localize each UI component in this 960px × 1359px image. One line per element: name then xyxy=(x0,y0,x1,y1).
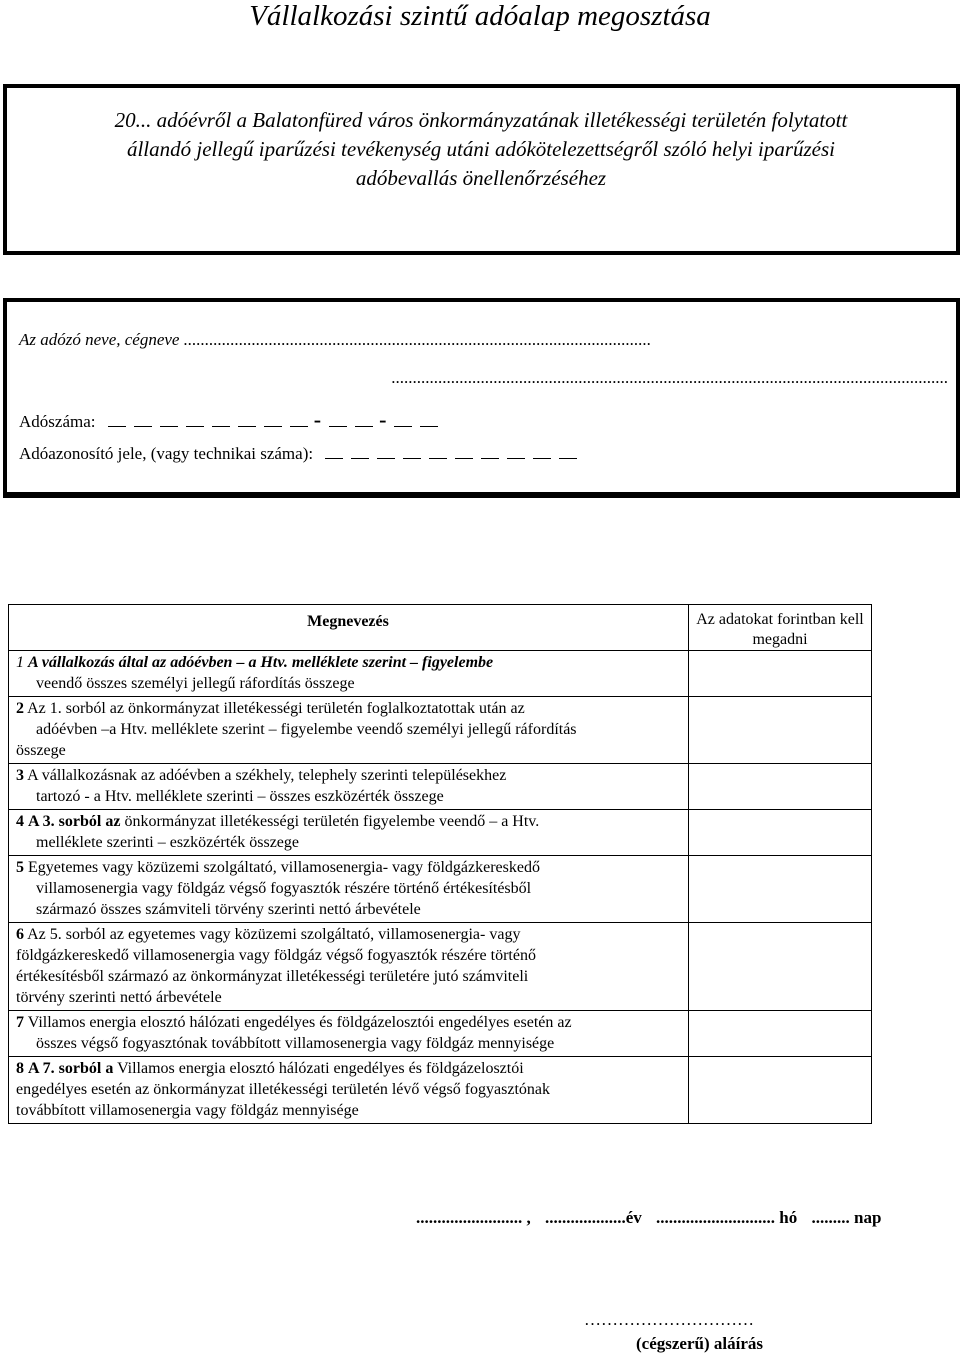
separator-dash: - xyxy=(379,407,387,432)
table-row xyxy=(9,923,872,1011)
table-row xyxy=(9,697,872,764)
row-value-input[interactable] xyxy=(689,856,872,923)
page-title: Vállalkozási szintű adóalap megosztása xyxy=(249,0,711,32)
row-description: 1 A vállalkozás által az adóévben – a Htv. melléklete szerint – figyelembe veendő összes személyi jellegű ráfordítás összege xyxy=(9,651,689,697)
tax-id-label: Adóazonosító jele, (vagy technikai száma): xyxy=(19,444,314,463)
row-value-input[interactable] xyxy=(689,810,872,856)
date-line xyxy=(416,1208,891,1228)
digit-blank[interactable] xyxy=(394,414,412,427)
date-day-field[interactable]: ......... nap xyxy=(811,1208,882,1227)
digit-blank[interactable] xyxy=(351,446,369,459)
tax-id-field[interactable] xyxy=(19,444,577,464)
tax-number-field[interactable] xyxy=(19,407,438,433)
date-year-field[interactable]: ...................év xyxy=(545,1208,642,1227)
header-line-2: állandó jellegű iparűzési tevékenység utáni adókötelezettségről szóló helyi iparűzési xyxy=(126,137,836,161)
row-description: 2 Az 1. sorból az önkormányzat illetékességi területén foglalkoztatottak után az adóévben –a Htv. melléklete szerint – figyelembe veendő személyi jellegű ráfordítás összege xyxy=(9,697,689,764)
row-description: 4 A 3. sorból az önkormányzat illetékességi területén figyelembe veendő – a Htv. melléklete szerinti – eszközérték összege xyxy=(9,810,689,856)
digit-blank[interactable] xyxy=(533,446,551,459)
header-line-3: adóbevallás önellenőrzéséhez xyxy=(355,166,607,190)
digit-blank[interactable] xyxy=(238,414,256,427)
header-box-text xyxy=(11,106,951,193)
signature-label: (cégszerű) aláírás xyxy=(636,1334,763,1353)
tax-base-table xyxy=(8,604,872,1124)
digit-blank[interactable] xyxy=(403,446,421,459)
row-value-input[interactable] xyxy=(689,697,872,764)
row-value-input[interactable] xyxy=(689,764,872,810)
table-row xyxy=(9,764,872,810)
tax-number-label: Adószáma: xyxy=(19,412,96,431)
digit-blank[interactable] xyxy=(108,414,126,427)
row-description: 8 A 7. sorból a Villamos energia elosztó hálózati engedélyes és földgázelosztói engedélyes esetén az önkormányzat illetékességi területén lévő végső fogyasztónak továbbított villamosenergia vagy földgáz mennyisége xyxy=(9,1057,689,1124)
digit-blank[interactable] xyxy=(455,446,473,459)
digit-blank[interactable] xyxy=(429,446,447,459)
row-value-input[interactable] xyxy=(689,651,872,697)
digit-blank[interactable] xyxy=(481,446,499,459)
date-month-field[interactable]: ............................ hó xyxy=(656,1208,798,1227)
taxpayer-name-continuation[interactable]: ................................................................................................................................... xyxy=(391,368,948,387)
digit-blank[interactable] xyxy=(134,414,152,427)
digit-blank[interactable] xyxy=(212,414,230,427)
taxpayer-name-field[interactable]: Az adózó neve, cégneve .............................................................................................................. xyxy=(19,330,652,349)
digit-blank[interactable] xyxy=(420,414,438,427)
signature-line[interactable]: ………………………… xyxy=(584,1310,754,1329)
column-header-value: Az adatokat forintban kell megadni xyxy=(689,605,872,651)
digit-blank[interactable] xyxy=(355,414,373,427)
row-description: 7 Villamos energia elosztó hálózati engedélyes és földgázelosztói engedélyes esetén az összes végső fogyasztónak továbbított villamosenergia vagy földgáz mennyisége xyxy=(9,1011,689,1057)
row-description: 5 Egyetemes vagy közüzemi szolgáltató, villamosenergia- vagy földgázkereskedő villamosenergia vagy földgáz végső fogyasztók részére történő értékesítésből származó összes számviteli törvény szerinti nettó árbevétele xyxy=(9,856,689,923)
taxpayer-box xyxy=(3,298,960,498)
header-box xyxy=(3,84,960,255)
digit-blank[interactable] xyxy=(507,446,525,459)
date-place-field[interactable]: ......................... , xyxy=(416,1208,531,1227)
digit-blank[interactable] xyxy=(377,446,395,459)
table-row xyxy=(9,856,872,923)
digit-blank[interactable] xyxy=(160,414,178,427)
column-header-name: Megnevezés xyxy=(9,605,689,651)
table-row xyxy=(9,651,872,697)
separator-dash: - xyxy=(313,407,322,432)
digit-blank[interactable] xyxy=(329,414,347,427)
row-value-input[interactable] xyxy=(689,923,872,1011)
table-row xyxy=(9,810,872,856)
table-row xyxy=(9,1057,872,1124)
digit-blank[interactable] xyxy=(325,446,343,459)
digit-blank[interactable] xyxy=(559,446,577,459)
digit-blank[interactable] xyxy=(264,414,282,427)
row-value-input[interactable] xyxy=(689,1011,872,1057)
digit-blank[interactable] xyxy=(186,414,204,427)
row-value-input[interactable] xyxy=(689,1057,872,1124)
table-header-row xyxy=(9,605,872,651)
header-line-1: 20... adóévről a Balatonfüred város önkormányzatának illetékességi területén folytatott xyxy=(114,108,848,132)
row-description: 3 A vállalkozásnak az adóévben a székhely, telephely szerinti településekhez tartozó - a Htv. melléklete szerinti – összes eszközérték összege xyxy=(9,764,689,810)
row-description: 6 Az 5. sorból az egyetemes vagy közüzemi szolgáltató, villamosenergia- vagy földgázkereskedő villamosenergia vagy földgáz végső fogyasztók részére történő értékesítésből származó az önkormányzat illetékességi területére jutó számviteli törvény szerinti nettó árbevétele xyxy=(9,923,689,1011)
table-row xyxy=(9,1011,872,1057)
digit-blank[interactable] xyxy=(290,414,308,427)
